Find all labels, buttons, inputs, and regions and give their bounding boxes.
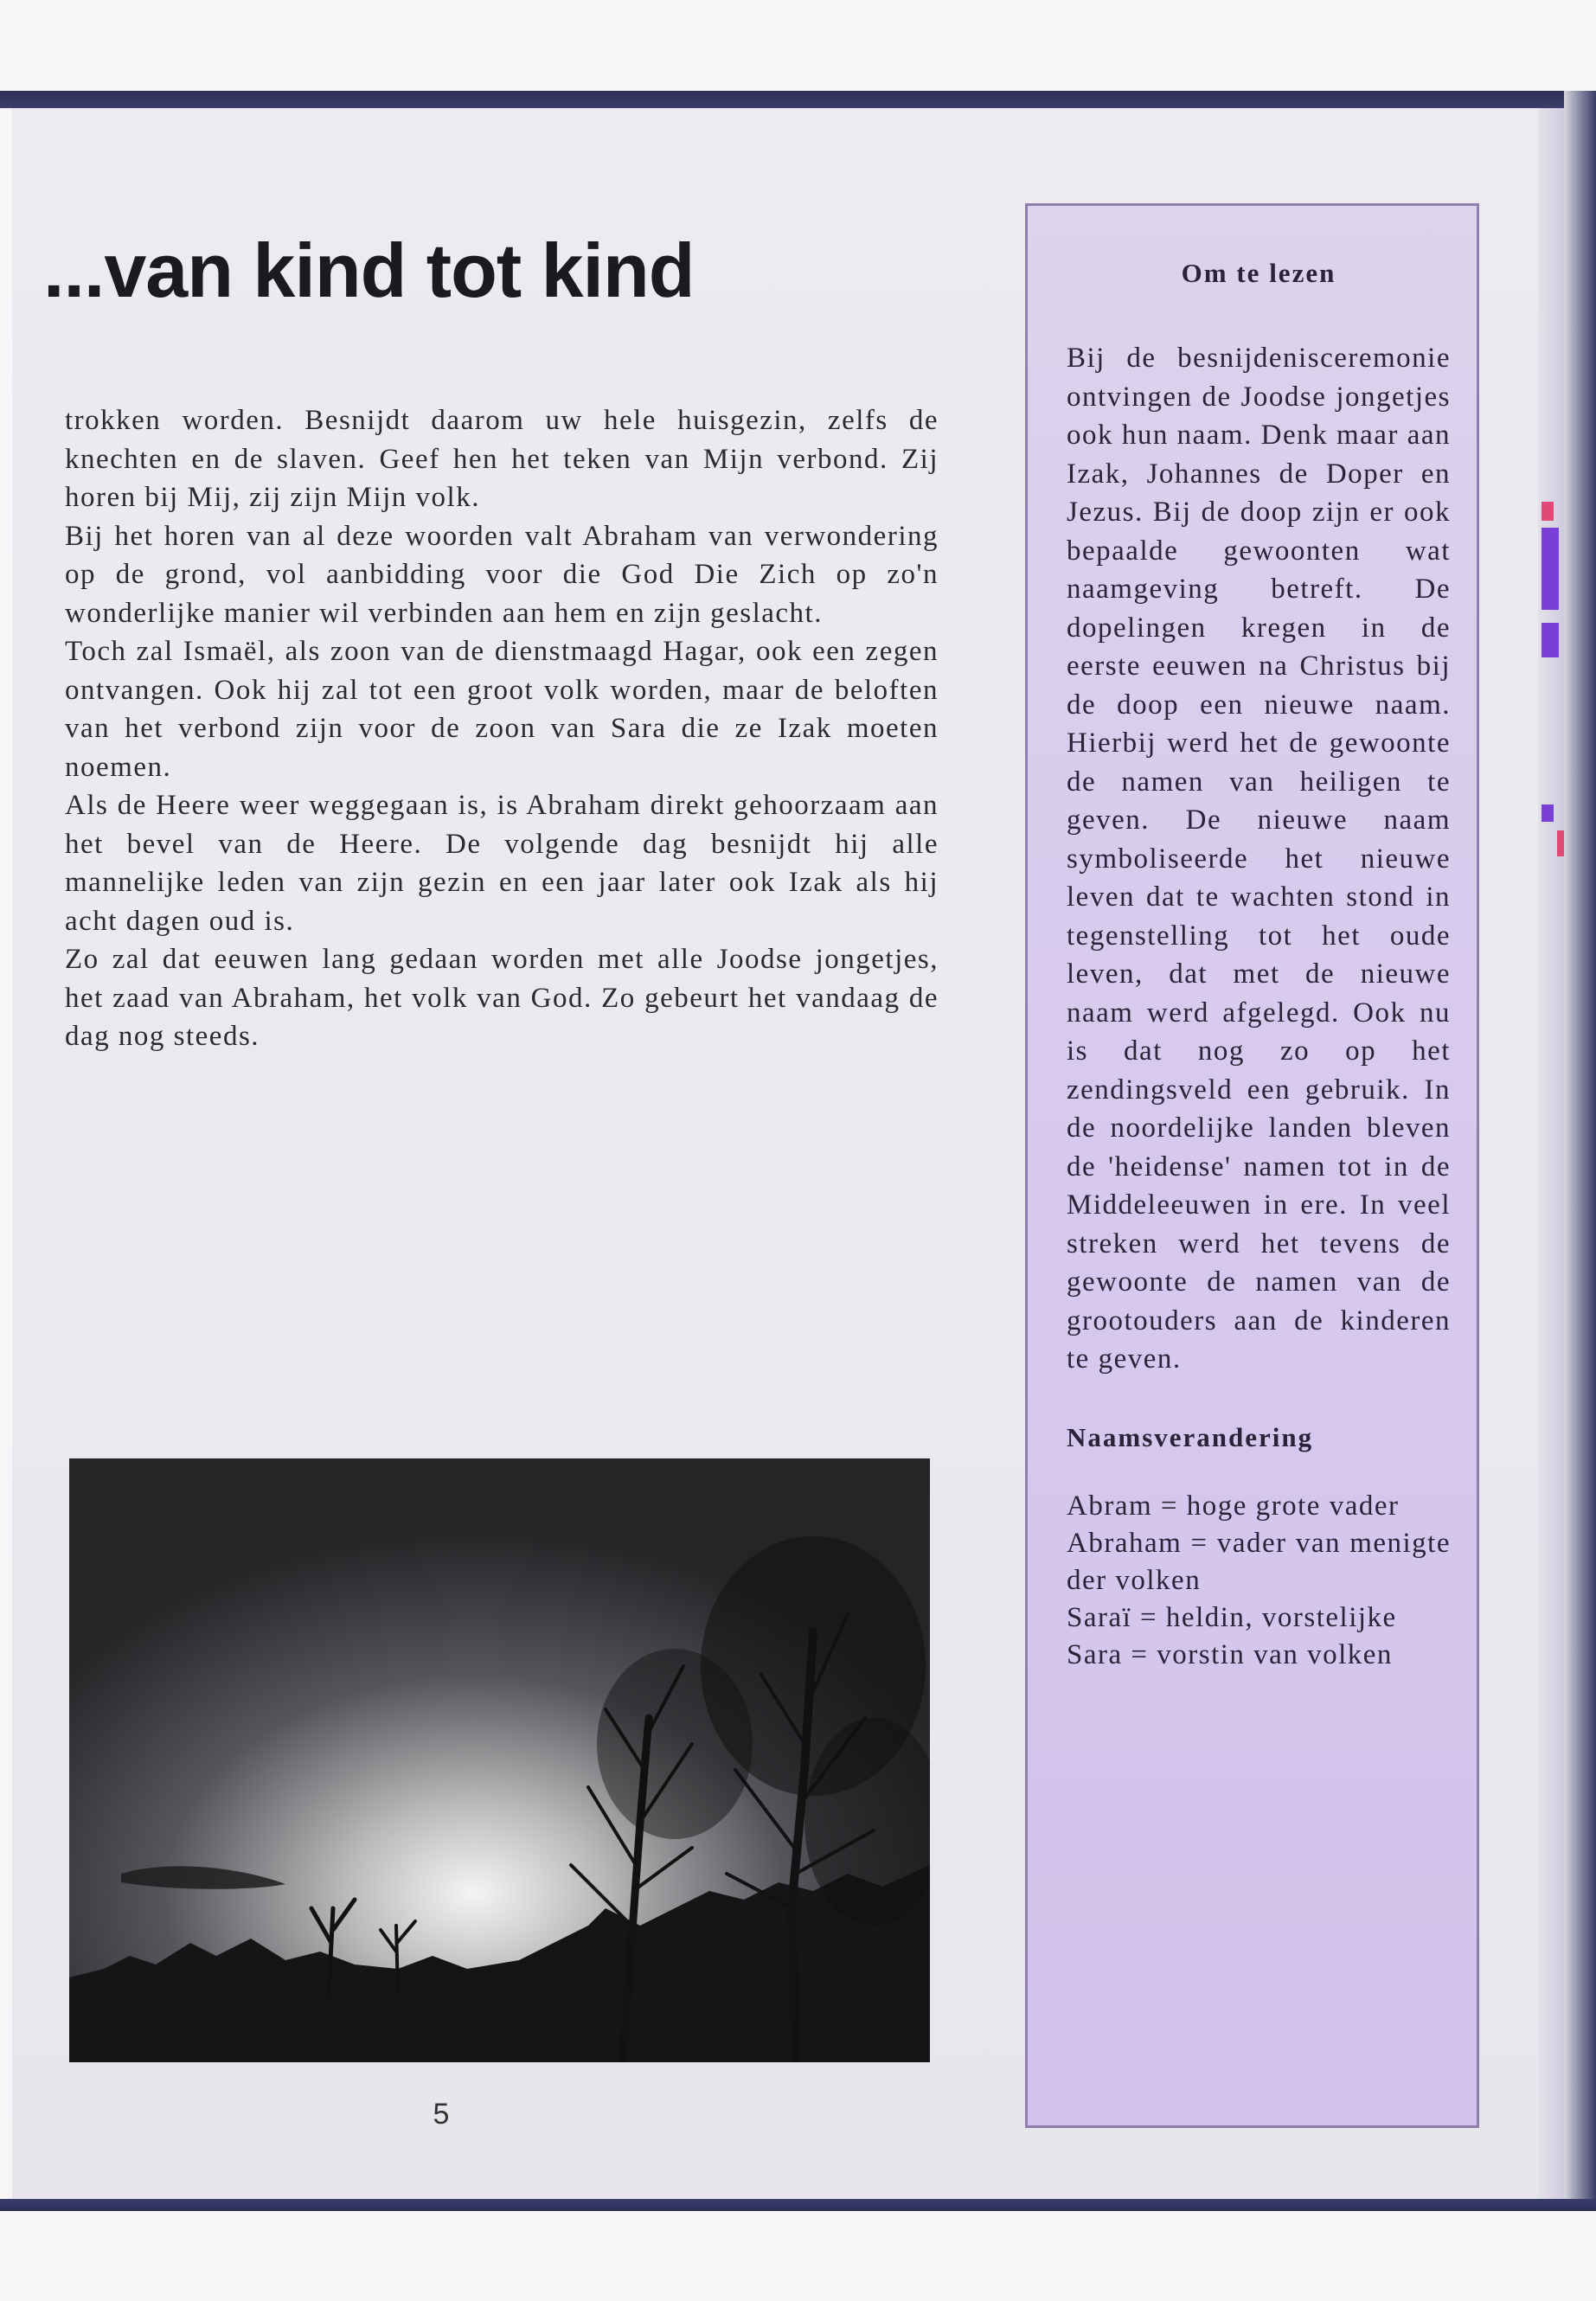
sidebar-paragraph: Bij de besnijdenisceremonie ontvingen de Joodse jongetjes ook hun naam. Denk maar aan Izak, Johannes de Doper en Jezus. Bij de doop zijn er ook bepaalde gewoonten wat naamgeving betreft. De dopelingen kregen in de eerste eeuwen na Christus bij de doop een nieuwe naam. Hierbij werd het de gewoonte de namen van heiligen te geven. De nieuwe naam symboliseerde het nieuwe leven dat te wachten stond in tegenstelling tot het oude leven, dat met de nieuwe naam werd afgelegd. Ook nu is dat nog zo op het zendingsveld een gebruik. In de noordelijke landen bleven de 'heidense' namen tot in de Middeleeuwen in ere. In veel streken werd het tevens de gewoonte de namen van de grootouders aan de kinderen te geven. xyxy=(1067,343,1451,1375)
body-text xyxy=(65,401,939,1056)
index-tab-mark xyxy=(1557,830,1564,856)
index-tab-mark xyxy=(1542,528,1559,610)
body-paragraph: Als de Heere weer weggegaan is, is Abraham direkt gehoorzaam aan het bevel van de Heere. De volgende dag besnijdt hij alle mannelijke leden van zijn gezin en een jaar later ook Izak als hij acht dagen oud is. xyxy=(65,790,939,937)
body-paragraph: trokken worden. Besnijdt daarom uw hele huisgezin, zelfs de knechten en de slaven. Geef hen het teken van Mijn verbond. Zij horen bij Mij, zij zijn Mijn volk. xyxy=(65,405,939,513)
sidebar-text xyxy=(1067,339,1451,1379)
book-edge-right xyxy=(1564,91,1596,2211)
body-paragraph: Zo zal dat eeuwen lang gedaan worden met alle Joodse jongetjes, het zaad van Abraham, het volk van God. Zo gebeurt het vandaag de dag nog steeds. xyxy=(65,944,939,1052)
book-edge-top xyxy=(0,91,1596,108)
book-edge-bottom xyxy=(0,2199,1596,2211)
sidebar-box xyxy=(1025,203,1479,2128)
page-edge-stripe xyxy=(1538,108,1564,2199)
body-paragraph: Toch zal Ismaël, als zoon van de dienstmaagd Hagar, ook een zegen ontvangen. Ook hij zal tot een groot volk worden, maar de beloften van het verbond zijn voor de zoon van Sara die ze Izak moeten noemen. xyxy=(65,636,939,783)
page-title: ...van kind tot kind xyxy=(43,228,695,313)
sidebar-subheading: Naamsverandering xyxy=(1067,1421,1314,1452)
name-list xyxy=(1067,1488,1451,1674)
sidebar-heading: Om te lezen xyxy=(1181,258,1336,288)
body-paragraph: Bij het horen van al deze woorden valt Abraham van verwondering op de grond, vol aanbidding voor die God Die Zich op zo'n wonderlijke manier wil verbinden aan hem en zijn geslacht. xyxy=(65,520,939,629)
name-entry: Sara = vorstin van volken xyxy=(1067,1638,1393,1670)
page-number: 5 xyxy=(433,2098,450,2131)
name-entry: Abraham = vader van menigte der volken xyxy=(1067,1527,1451,1596)
index-tab-mark xyxy=(1542,623,1559,657)
index-tab-mark xyxy=(1542,502,1554,521)
sunset-photo xyxy=(69,1458,930,2062)
name-entry: Abram = hoge grote vader xyxy=(1067,1490,1400,1522)
name-entry: Saraï = heldin, vorstelijke xyxy=(1067,1601,1397,1633)
index-tab-mark xyxy=(1542,804,1554,822)
sunset-illustration xyxy=(69,1458,930,2062)
